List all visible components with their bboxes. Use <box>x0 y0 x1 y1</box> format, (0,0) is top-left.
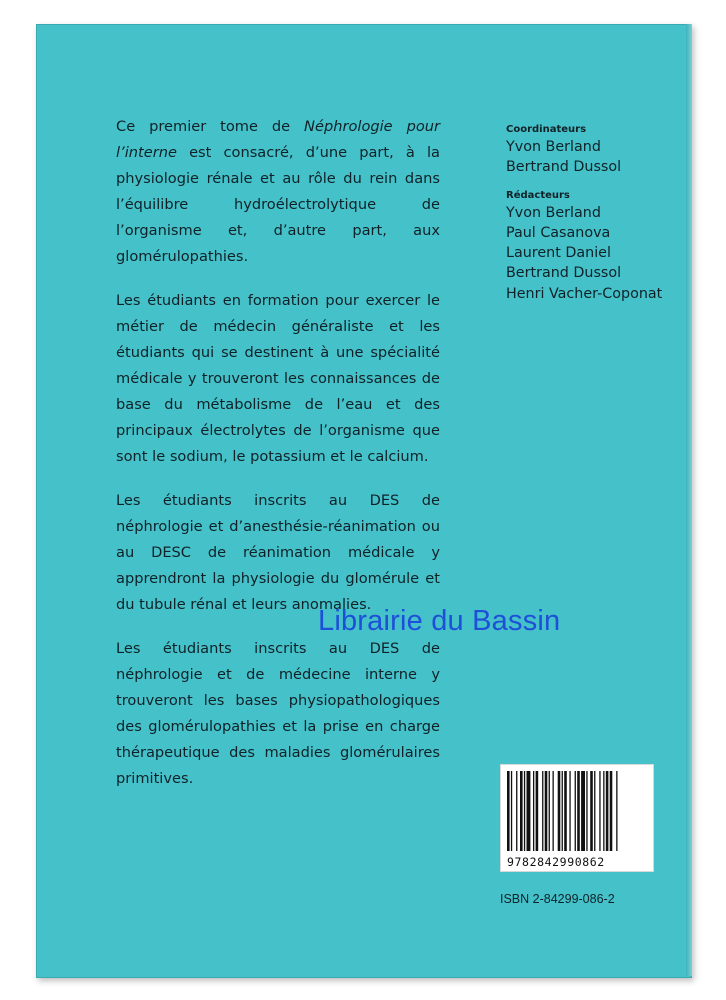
barcode-bar <box>569 771 570 851</box>
editors-group <box>506 190 686 304</box>
editor-name: Bertrand Dussol <box>506 265 622 282</box>
blurb-text <box>116 114 440 810</box>
shop-watermark: Librairie du Bassin <box>318 605 561 637</box>
coordinator-name: Bertrand Dussol <box>506 159 622 176</box>
barcode-digits: 9782842990862 <box>507 855 649 869</box>
barcode-bar <box>603 771 604 851</box>
barcode-bar <box>520 771 523 851</box>
coordinators-group <box>506 124 686 178</box>
editor-name: Laurent Daniel <box>506 245 611 262</box>
barcode-bar <box>590 771 593 851</box>
barcode-bar <box>558 771 561 851</box>
barcode-bar <box>549 771 550 851</box>
coordinators-heading: Coordinateurs <box>506 124 587 135</box>
editor-name: Paul Casanova <box>506 224 611 241</box>
barcode-bar <box>507 771 510 851</box>
isbn-number: ISBN 2-84299-086-2 <box>500 892 615 906</box>
barcode-bar <box>594 771 595 851</box>
barcode-bar <box>606 771 609 851</box>
barcode-bar <box>553 771 554 851</box>
barcode-bar <box>616 771 617 851</box>
barcode-bar <box>577 771 580 851</box>
barcode-bar <box>586 771 587 851</box>
barcode <box>500 764 654 872</box>
barcode-bar <box>533 771 534 851</box>
blurb-paragraph-2: Les étudiants en formation pour exercer le métier de médecin généraliste et les étudiants qui se destinent à une spécialité médicale y trouveront les connaissances de base du métabolisme de l’eau et des principaux électrolytes de l’organisme que sont le sodium, le potassium et le calcium. <box>116 292 440 465</box>
barcode-bar <box>516 771 517 851</box>
book-title-italic: Néphrologie pour l’interne <box>116 118 441 161</box>
barcode-bars-icon <box>507 771 647 851</box>
credits-panel <box>506 124 686 316</box>
editors-heading: Rédacteurs <box>506 189 570 201</box>
blurb-paragraph-1: Ce premier tome de Néphrologie pour l’interne est consacré, d’une part, à la physiologie rénale et au rôle du rein dans l’équilibre hydroélectrolytique de l’organisme et, d’autre part, aux glomérulopathies. <box>116 118 441 265</box>
barcode-bar <box>542 771 543 851</box>
barcode-bar <box>599 771 600 851</box>
barcode-bar <box>536 771 539 851</box>
blurb-paragraph-4: Les étudiants inscrits au DES de néphrologie et de médecine interne y trouveront les bases physiopathologiques des glomérulopathies et la prise en charge thérapeutique des maladies glomérulaires primitives. <box>116 640 440 787</box>
barcode-bar <box>581 771 585 851</box>
editor-name: Henri Vacher-Coponat <box>506 285 663 302</box>
barcode-bar <box>527 771 531 851</box>
barcode-bar <box>562 771 563 851</box>
blurb-paragraph-3: Les étudiants inscrits au DES de néphrologie et d’anesthésie-réanimation ou au DESC de réanimation médicale y apprendront la physiologie du glomérule et du tubule rénal et leurs anomalies. <box>116 492 440 613</box>
barcode-bar <box>545 771 548 851</box>
barcode-bar <box>610 771 613 851</box>
barcode-bar <box>524 771 525 851</box>
cover-edge <box>686 24 692 976</box>
editor-name: Yvon Berland <box>506 204 601 221</box>
coordinator-name: Yvon Berland <box>506 139 601 155</box>
barcode-bar <box>511 771 512 851</box>
barcode-bar <box>575 771 576 851</box>
barcode-bar <box>564 771 567 851</box>
